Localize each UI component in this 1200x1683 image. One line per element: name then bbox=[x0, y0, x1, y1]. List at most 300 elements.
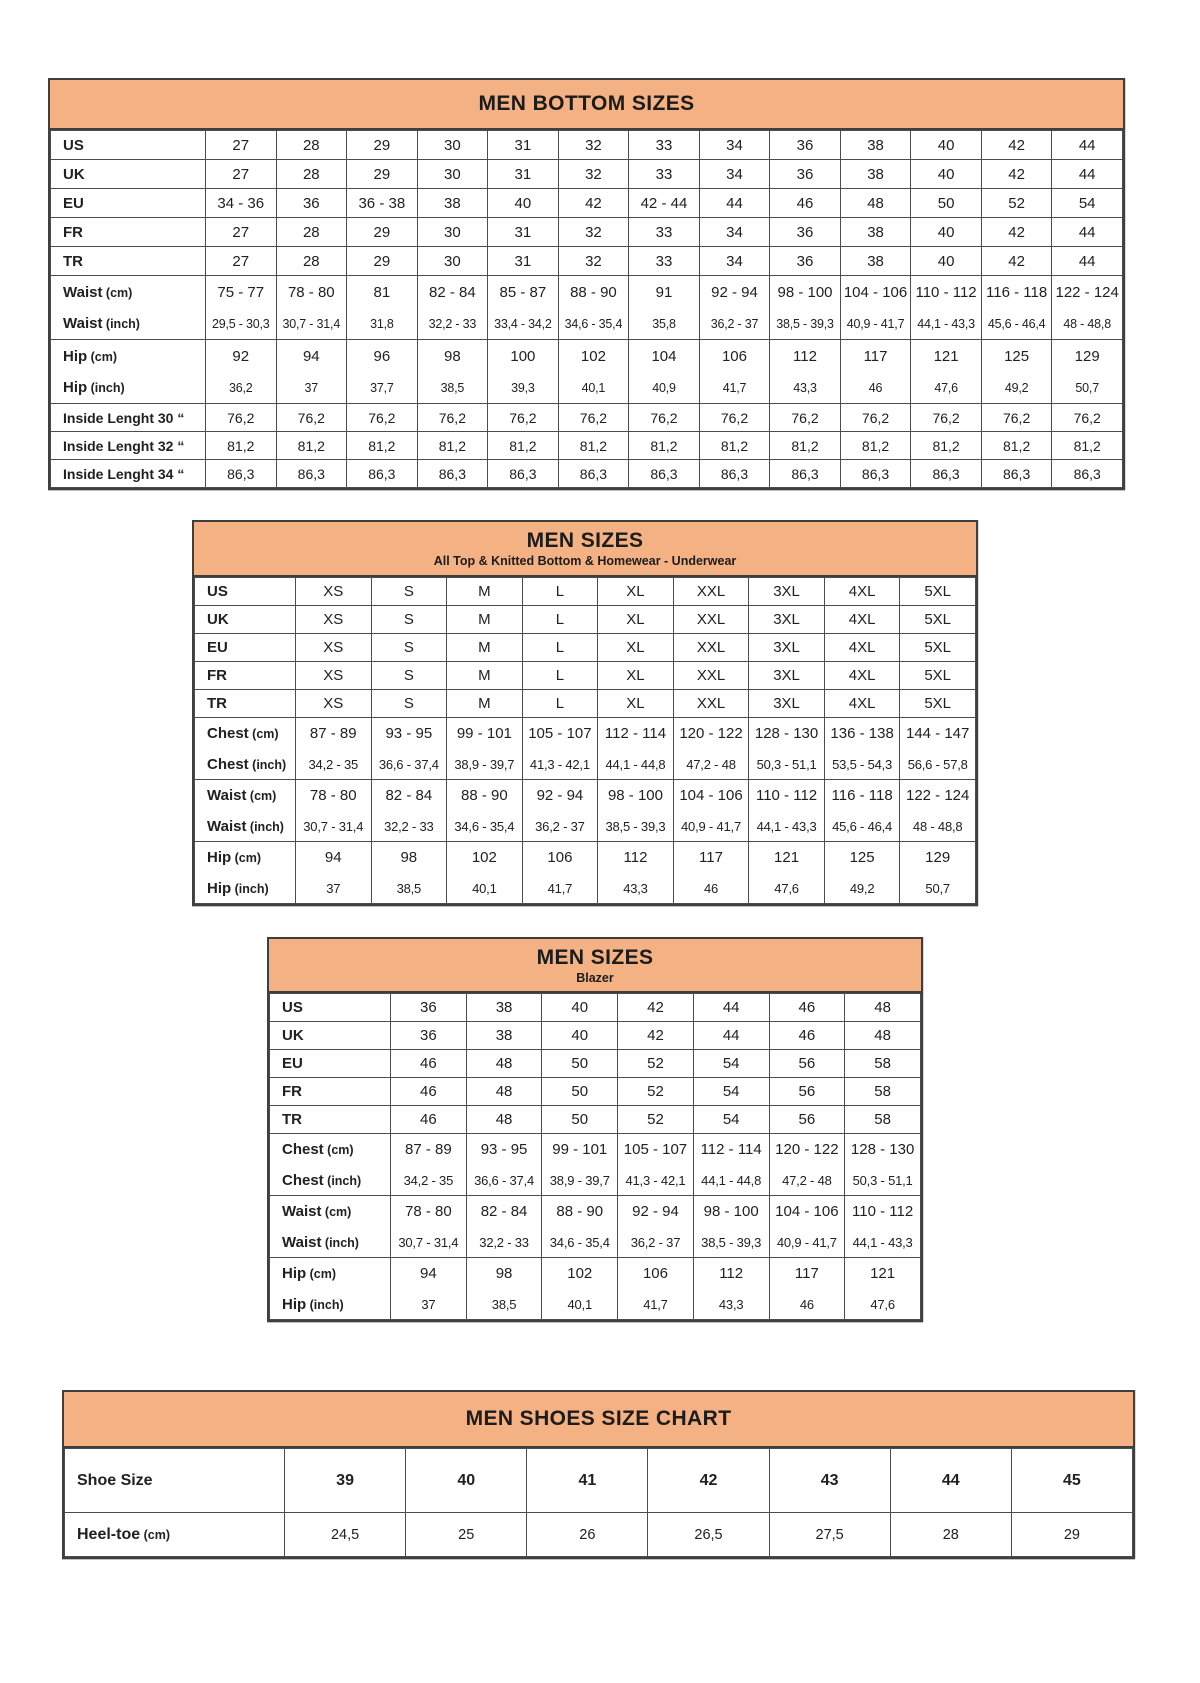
size-value-cell: 36 bbox=[276, 189, 347, 218]
size-value-cell: S bbox=[371, 606, 447, 634]
row-label-unit: (inch) bbox=[248, 757, 287, 772]
size-value-cell: 38 bbox=[466, 1022, 542, 1050]
size-value-cell: 110 - 112 bbox=[749, 780, 825, 812]
table-row bbox=[270, 1022, 921, 1050]
row-label-unit: (cm) bbox=[102, 285, 133, 300]
size-value-cell: 76,2 bbox=[770, 404, 841, 432]
size-value-cell: 39 bbox=[285, 1449, 406, 1513]
table-row bbox=[270, 1258, 921, 1290]
size-value-cell: 56 bbox=[769, 1050, 845, 1078]
size-value-cell: 94 bbox=[391, 1258, 467, 1290]
size-value-cell: 40,1 bbox=[542, 1290, 618, 1320]
size-value-cell: S bbox=[371, 690, 447, 718]
size-value-cell: 38,5 bbox=[417, 373, 488, 404]
size-value-cell: 104 - 106 bbox=[673, 780, 749, 812]
size-value-cell: 30 bbox=[417, 218, 488, 247]
size-value-cell: 42 bbox=[558, 189, 629, 218]
size-value-cell: S bbox=[371, 578, 447, 606]
size-value-cell: 34,6 - 35,4 bbox=[558, 309, 629, 340]
size-value-cell: 58 bbox=[845, 1050, 921, 1078]
row-label: EU bbox=[270, 1050, 391, 1078]
table-row bbox=[270, 1078, 921, 1106]
size-value-cell: 50 bbox=[542, 1078, 618, 1106]
size-value-cell: 46 bbox=[769, 994, 845, 1022]
table-row bbox=[65, 1513, 1133, 1557]
size-value-cell: 28 bbox=[276, 160, 347, 189]
size-value-cell: 104 bbox=[629, 340, 700, 373]
size-value-cell: 92 - 94 bbox=[699, 276, 770, 309]
size-value-cell: XS bbox=[296, 662, 372, 690]
size-value-cell: 40 bbox=[911, 218, 982, 247]
size-value-cell: 40,9 - 41,7 bbox=[673, 812, 749, 842]
size-value-cell: XS bbox=[296, 578, 372, 606]
size-value-cell: 38,5 - 39,3 bbox=[693, 1228, 769, 1258]
size-value-cell: 3XL bbox=[749, 690, 825, 718]
size-value-cell: 29 bbox=[347, 160, 418, 189]
size-value-cell: 105 - 107 bbox=[522, 718, 598, 750]
row-label: UK bbox=[270, 1022, 391, 1050]
size-value-cell: 38 bbox=[840, 131, 911, 160]
size-value-cell: 52 bbox=[618, 1050, 694, 1078]
size-value-cell: 116 - 118 bbox=[981, 276, 1052, 309]
table-row bbox=[51, 309, 1123, 340]
size-value-cell: 37 bbox=[391, 1290, 467, 1320]
size-value-cell: 112 bbox=[770, 340, 841, 373]
size-value-cell: 31 bbox=[488, 131, 559, 160]
size-value-cell: 117 bbox=[840, 340, 911, 373]
size-value-cell: 38 bbox=[840, 218, 911, 247]
size-value-cell: 128 - 130 bbox=[845, 1134, 921, 1166]
size-value-cell: 76,2 bbox=[206, 404, 277, 432]
size-value-cell: 36,6 - 37,4 bbox=[371, 750, 447, 780]
size-value-cell: 26 bbox=[527, 1513, 648, 1557]
size-value-cell: 42 bbox=[981, 131, 1052, 160]
size-value-cell: 50 bbox=[911, 189, 982, 218]
row-label: Waist (cm) bbox=[51, 276, 206, 309]
table-row bbox=[195, 780, 976, 812]
size-value-cell: 31,8 bbox=[347, 309, 418, 340]
size-value-cell: 40 bbox=[911, 247, 982, 276]
size-value-cell: 88 - 90 bbox=[542, 1196, 618, 1228]
size-value-cell: M bbox=[447, 578, 523, 606]
size-value-cell: 81,2 bbox=[347, 432, 418, 460]
size-value-cell: 27 bbox=[206, 247, 277, 276]
size-value-cell: 38,5 - 39,3 bbox=[598, 812, 674, 842]
size-value-cell: 27 bbox=[206, 131, 277, 160]
size-value-cell: 43 bbox=[769, 1449, 890, 1513]
row-label: US bbox=[51, 131, 206, 160]
size-value-cell: 41 bbox=[527, 1449, 648, 1513]
size-value-cell: 128 - 130 bbox=[749, 718, 825, 750]
size-value-cell: 54 bbox=[693, 1106, 769, 1134]
size-value-cell: 98 - 100 bbox=[598, 780, 674, 812]
size-value-cell: 44,1 - 44,8 bbox=[693, 1166, 769, 1196]
row-label-unit: (inch) bbox=[323, 1173, 362, 1188]
size-value-cell: 33,4 - 34,2 bbox=[488, 309, 559, 340]
size-value-cell: 3XL bbox=[749, 578, 825, 606]
size-value-cell: 28 bbox=[276, 218, 347, 247]
table-row bbox=[270, 1166, 921, 1196]
size-value-cell: 30 bbox=[417, 131, 488, 160]
row-label: Hip (inch) bbox=[195, 874, 296, 904]
size-value-cell: 76,2 bbox=[1052, 404, 1123, 432]
size-value-cell: 44 bbox=[890, 1449, 1011, 1513]
size-value-cell: 110 - 112 bbox=[845, 1196, 921, 1228]
size-value-cell: 40,9 - 41,7 bbox=[840, 309, 911, 340]
table-title: MEN SHOES SIZE CHART bbox=[465, 1407, 732, 1430]
row-label: Shoe Size bbox=[65, 1449, 285, 1513]
table-row bbox=[195, 606, 976, 634]
size-value-cell: 35,8 bbox=[629, 309, 700, 340]
table-title: MEN BOTTOM SIZES bbox=[478, 92, 695, 115]
row-label: FR bbox=[270, 1078, 391, 1106]
row-label: Waist (inch) bbox=[270, 1228, 391, 1258]
table-row bbox=[51, 160, 1123, 189]
row-label-unit: (cm) bbox=[140, 1527, 170, 1542]
size-value-cell: 32 bbox=[558, 218, 629, 247]
table-header bbox=[64, 1392, 1133, 1448]
size-value-cell: 76,2 bbox=[558, 404, 629, 432]
size-value-cell: 4XL bbox=[824, 578, 900, 606]
table-row bbox=[51, 189, 1123, 218]
size-value-cell: 121 bbox=[749, 842, 825, 874]
size-value-cell: 81,2 bbox=[911, 432, 982, 460]
size-value-cell: S bbox=[371, 634, 447, 662]
table-row bbox=[270, 1050, 921, 1078]
size-value-cell: 36 - 38 bbox=[347, 189, 418, 218]
size-value-cell: XS bbox=[296, 606, 372, 634]
row-label-unit: (cm) bbox=[321, 1205, 352, 1220]
size-value-cell: 46 bbox=[391, 1106, 467, 1134]
size-value-cell: 40 bbox=[406, 1449, 527, 1513]
size-value-cell: 85 - 87 bbox=[488, 276, 559, 309]
size-value-cell: 106 bbox=[618, 1258, 694, 1290]
table-row bbox=[51, 340, 1123, 373]
size-value-cell: 50,7 bbox=[1052, 373, 1123, 404]
size-value-cell: M bbox=[447, 606, 523, 634]
size-value-cell: 96 bbox=[347, 340, 418, 373]
size-value-cell: 42 bbox=[981, 218, 1052, 247]
size-value-cell: 106 bbox=[522, 842, 598, 874]
row-label: Waist (cm) bbox=[195, 780, 296, 812]
size-value-cell: 78 - 80 bbox=[296, 780, 372, 812]
size-value-cell: XL bbox=[598, 606, 674, 634]
size-value-cell: 86,3 bbox=[629, 460, 700, 488]
size-value-cell: 36 bbox=[770, 131, 841, 160]
size-value-cell: 48 bbox=[466, 1106, 542, 1134]
size-value-cell: 50,3 - 51,1 bbox=[845, 1166, 921, 1196]
table-row bbox=[195, 634, 976, 662]
row-label-unit: (inch) bbox=[321, 1235, 359, 1250]
size-value-cell: 44,1 - 43,3 bbox=[749, 812, 825, 842]
row-label-unit: (inch) bbox=[87, 381, 125, 396]
row-label: US bbox=[195, 578, 296, 606]
size-value-cell: 98 - 100 bbox=[693, 1196, 769, 1228]
size-value-cell: 93 - 95 bbox=[466, 1134, 542, 1166]
size-value-cell: 117 bbox=[769, 1258, 845, 1290]
size-value-cell: 86,3 bbox=[770, 460, 841, 488]
size-value-cell: 81,2 bbox=[488, 432, 559, 460]
size-value-cell: 41,7 bbox=[699, 373, 770, 404]
size-value-cell: 81,2 bbox=[629, 432, 700, 460]
size-value-cell: 82 - 84 bbox=[417, 276, 488, 309]
size-value-cell: 86,3 bbox=[488, 460, 559, 488]
row-label-unit: (cm) bbox=[246, 789, 277, 804]
size-value-cell: 102 bbox=[447, 842, 523, 874]
size-value-cell: 29 bbox=[347, 131, 418, 160]
size-value-cell: 40,9 - 41,7 bbox=[769, 1228, 845, 1258]
size-value-cell: L bbox=[522, 662, 598, 690]
size-value-cell: 76,2 bbox=[276, 404, 347, 432]
size-value-cell: 42 bbox=[618, 994, 694, 1022]
table-row bbox=[270, 1106, 921, 1134]
size-value-cell: 40,9 bbox=[629, 373, 700, 404]
table-row bbox=[195, 842, 976, 874]
size-value-cell: 47,2 - 48 bbox=[769, 1166, 845, 1196]
size-value-cell: 144 - 147 bbox=[900, 718, 976, 750]
row-label-unit: (inch) bbox=[231, 881, 269, 896]
size-value-cell: 44 bbox=[693, 1022, 769, 1050]
size-value-cell: 27 bbox=[206, 160, 277, 189]
size-value-cell: 32,2 - 33 bbox=[371, 812, 447, 842]
row-label: Hip (cm) bbox=[51, 340, 206, 373]
size-value-cell: 44 bbox=[1052, 218, 1123, 247]
size-value-cell: 47,6 bbox=[845, 1290, 921, 1320]
size-value-cell: 122 - 124 bbox=[900, 780, 976, 812]
size-value-cell: 120 - 122 bbox=[769, 1134, 845, 1166]
size-value-cell: 104 - 106 bbox=[840, 276, 911, 309]
size-value-cell: 82 - 84 bbox=[466, 1196, 542, 1228]
size-value-cell: 46 bbox=[769, 1290, 845, 1320]
size-value-cell: 81,2 bbox=[558, 432, 629, 460]
size-value-cell: 45,6 - 46,4 bbox=[981, 309, 1052, 340]
size-value-cell: 29 bbox=[1011, 1513, 1132, 1557]
size-value-cell: 36 bbox=[391, 994, 467, 1022]
row-label-unit: (cm) bbox=[248, 727, 279, 742]
size-value-cell: 34,2 - 35 bbox=[296, 750, 372, 780]
size-value-cell: 86,3 bbox=[981, 460, 1052, 488]
size-value-cell: 43,3 bbox=[598, 874, 674, 904]
size-value-cell: 44,1 - 43,3 bbox=[911, 309, 982, 340]
size-value-cell: 5XL bbox=[900, 662, 976, 690]
size-value-cell: 87 - 89 bbox=[391, 1134, 467, 1166]
size-value-cell: 27,5 bbox=[769, 1513, 890, 1557]
size-value-cell: 29,5 - 30,3 bbox=[206, 309, 277, 340]
size-value-cell: 42 bbox=[981, 247, 1052, 276]
size-value-cell: 38,5 - 39,3 bbox=[770, 309, 841, 340]
table-row bbox=[270, 1290, 921, 1320]
size-value-cell: 36,2 - 37 bbox=[522, 812, 598, 842]
size-value-cell: 39,3 bbox=[488, 373, 559, 404]
row-label: Waist (inch) bbox=[51, 309, 206, 340]
size-value-cell: 34 bbox=[699, 160, 770, 189]
size-value-cell: 87 - 89 bbox=[296, 718, 372, 750]
table-title: MEN SIZES bbox=[536, 945, 654, 969]
size-value-cell: 75 - 77 bbox=[206, 276, 277, 309]
size-value-cell: 47,6 bbox=[911, 373, 982, 404]
size-value-cell: 81,2 bbox=[206, 432, 277, 460]
size-value-cell: 41,3 - 42,1 bbox=[522, 750, 598, 780]
size-value-cell: 37 bbox=[276, 373, 347, 404]
size-value-cell: 32 bbox=[558, 160, 629, 189]
row-label: Heel-toe (cm) bbox=[65, 1513, 285, 1557]
size-value-cell: 36,2 - 37 bbox=[699, 309, 770, 340]
table-row bbox=[195, 750, 976, 780]
size-value-cell: 44 bbox=[693, 994, 769, 1022]
size-value-cell: 38 bbox=[417, 189, 488, 218]
table-row bbox=[270, 994, 921, 1022]
size-value-cell: 92 - 94 bbox=[522, 780, 598, 812]
size-value-cell: 38,5 bbox=[466, 1290, 542, 1320]
size-value-cell: 46 bbox=[673, 874, 749, 904]
size-value-cell: 100 bbox=[488, 340, 559, 373]
size-value-cell: 31 bbox=[488, 218, 559, 247]
men-sizes-blazer-table bbox=[267, 937, 923, 1322]
size-value-cell: 32 bbox=[558, 247, 629, 276]
size-value-cell: 116 - 118 bbox=[824, 780, 900, 812]
size-value-cell: 48 bbox=[845, 994, 921, 1022]
size-value-cell: 36 bbox=[770, 218, 841, 247]
size-value-cell: 4XL bbox=[824, 690, 900, 718]
size-value-cell: 26,5 bbox=[648, 1513, 769, 1557]
row-label: FR bbox=[51, 218, 206, 247]
size-value-cell: 81,2 bbox=[699, 432, 770, 460]
size-value-cell: 88 - 90 bbox=[558, 276, 629, 309]
size-value-cell: 3XL bbox=[749, 606, 825, 634]
row-label: Hip (inch) bbox=[270, 1290, 391, 1320]
row-label: EU bbox=[51, 189, 206, 218]
size-value-cell: 33 bbox=[629, 247, 700, 276]
size-value-cell: 56,6 - 57,8 bbox=[900, 750, 976, 780]
size-value-cell: 94 bbox=[296, 842, 372, 874]
size-value-cell: 42 bbox=[618, 1022, 694, 1050]
size-value-cell: 98 bbox=[371, 842, 447, 874]
size-value-cell: XXL bbox=[673, 690, 749, 718]
size-value-cell: 54 bbox=[1052, 189, 1123, 218]
size-value-cell: 48 - 48,8 bbox=[900, 812, 976, 842]
size-value-cell: 46 bbox=[391, 1050, 467, 1078]
size-value-cell: 32,2 - 33 bbox=[417, 309, 488, 340]
size-grid bbox=[194, 577, 976, 904]
size-value-cell: 40 bbox=[542, 1022, 618, 1050]
size-value-cell: 94 bbox=[276, 340, 347, 373]
row-label-unit: (inch) bbox=[306, 1297, 344, 1312]
size-value-cell: 112 - 114 bbox=[693, 1134, 769, 1166]
size-value-cell: 52 bbox=[618, 1078, 694, 1106]
row-label: EU bbox=[195, 634, 296, 662]
size-value-cell: 42 bbox=[648, 1449, 769, 1513]
size-value-cell: 81,2 bbox=[276, 432, 347, 460]
row-label-unit: (cm) bbox=[323, 1143, 354, 1158]
size-value-cell: 86,3 bbox=[911, 460, 982, 488]
size-value-cell: 106 bbox=[699, 340, 770, 373]
size-value-cell: 121 bbox=[845, 1258, 921, 1290]
size-value-cell: 86,3 bbox=[417, 460, 488, 488]
size-value-cell: 3XL bbox=[749, 634, 825, 662]
size-value-cell: XXL bbox=[673, 578, 749, 606]
size-value-cell: 120 - 122 bbox=[673, 718, 749, 750]
table-row bbox=[51, 276, 1123, 309]
table-row bbox=[270, 1196, 921, 1228]
size-value-cell: 52 bbox=[981, 189, 1052, 218]
table-title: MEN SIZES bbox=[526, 529, 644, 552]
size-value-cell: 32 bbox=[558, 131, 629, 160]
size-value-cell: 4XL bbox=[824, 662, 900, 690]
size-value-cell: 46 bbox=[840, 373, 911, 404]
size-value-cell: 45,6 - 46,4 bbox=[824, 812, 900, 842]
table-row bbox=[51, 131, 1123, 160]
row-label: TR bbox=[51, 247, 206, 276]
size-value-cell: 37 bbox=[296, 874, 372, 904]
size-value-cell: S bbox=[371, 662, 447, 690]
table-row bbox=[51, 373, 1123, 404]
size-value-cell: 102 bbox=[558, 340, 629, 373]
size-value-cell: 76,2 bbox=[981, 404, 1052, 432]
size-value-cell: 58 bbox=[845, 1106, 921, 1134]
size-value-cell: 43,3 bbox=[693, 1290, 769, 1320]
size-value-cell: 92 - 94 bbox=[618, 1196, 694, 1228]
row-label-unit: (inch) bbox=[102, 317, 140, 332]
size-value-cell: 46 bbox=[769, 1022, 845, 1050]
table-row bbox=[195, 812, 976, 842]
size-value-cell: 86,3 bbox=[347, 460, 418, 488]
row-label-unit: (cm) bbox=[231, 851, 262, 866]
size-value-cell: XS bbox=[296, 634, 372, 662]
row-label: Hip (cm) bbox=[195, 842, 296, 874]
row-label: Chest (inch) bbox=[270, 1166, 391, 1196]
size-value-cell: XL bbox=[598, 662, 674, 690]
size-value-cell: 78 - 80 bbox=[391, 1196, 467, 1228]
size-value-cell: 129 bbox=[900, 842, 976, 874]
row-label: UK bbox=[51, 160, 206, 189]
size-value-cell: 30 bbox=[417, 247, 488, 276]
size-value-cell: 33 bbox=[629, 218, 700, 247]
size-value-cell: 5XL bbox=[900, 634, 976, 662]
size-value-cell: 105 - 107 bbox=[618, 1134, 694, 1166]
size-value-cell: 4XL bbox=[824, 606, 900, 634]
size-value-cell: 38 bbox=[466, 994, 542, 1022]
size-value-cell: 47,2 - 48 bbox=[673, 750, 749, 780]
size-value-cell: 43,3 bbox=[770, 373, 841, 404]
size-value-cell: XXL bbox=[673, 634, 749, 662]
size-value-cell: 48 - 48,8 bbox=[1052, 309, 1123, 340]
size-value-cell: 76,2 bbox=[417, 404, 488, 432]
size-value-cell: 91 bbox=[629, 276, 700, 309]
size-value-cell: L bbox=[522, 690, 598, 718]
size-value-cell: XL bbox=[598, 690, 674, 718]
size-value-cell: 40 bbox=[911, 160, 982, 189]
size-value-cell: 48 bbox=[466, 1050, 542, 1078]
size-value-cell: 136 - 138 bbox=[824, 718, 900, 750]
size-grid bbox=[64, 1448, 1133, 1557]
size-value-cell: 48 bbox=[840, 189, 911, 218]
size-value-cell: XS bbox=[296, 690, 372, 718]
size-value-cell: 81,2 bbox=[981, 432, 1052, 460]
size-value-cell: 99 - 101 bbox=[542, 1134, 618, 1166]
size-value-cell: 98 - 100 bbox=[770, 276, 841, 309]
size-value-cell: XXL bbox=[673, 662, 749, 690]
row-label: TR bbox=[270, 1106, 391, 1134]
table-header bbox=[194, 522, 976, 577]
size-value-cell: 41,7 bbox=[522, 874, 598, 904]
table-row bbox=[195, 718, 976, 750]
row-label: UK bbox=[195, 606, 296, 634]
size-value-cell: 50,7 bbox=[900, 874, 976, 904]
row-label-unit: (cm) bbox=[87, 349, 118, 364]
size-value-cell: 38,5 bbox=[371, 874, 447, 904]
size-value-cell: 112 bbox=[598, 842, 674, 874]
size-value-cell: 5XL bbox=[900, 690, 976, 718]
